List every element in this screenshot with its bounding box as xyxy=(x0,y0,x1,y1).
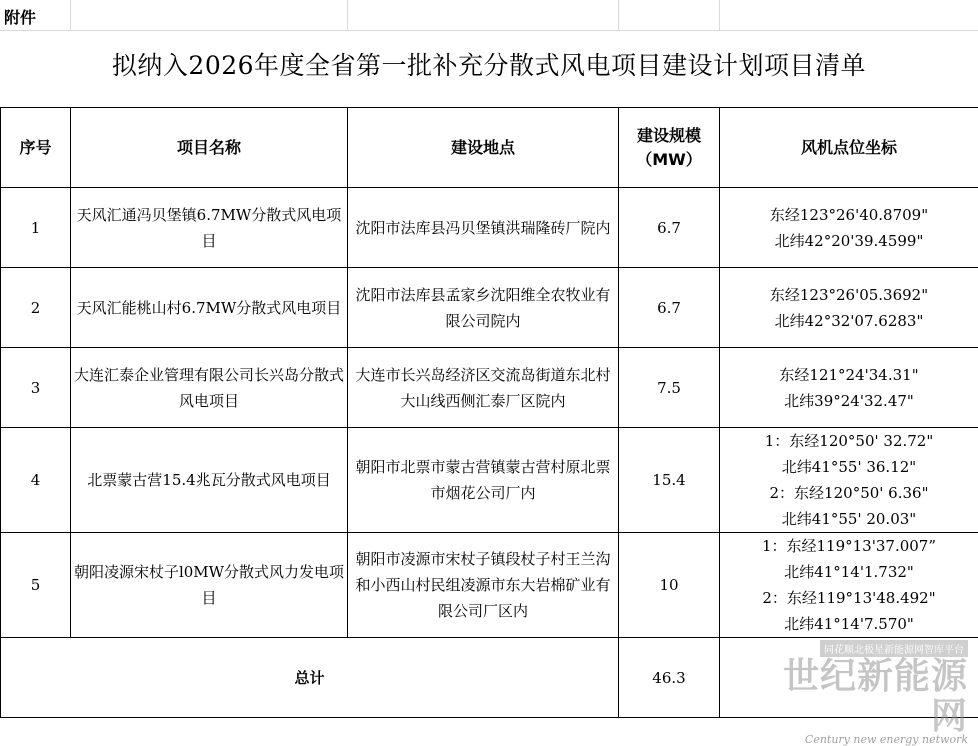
cell-capacity: 7.5 xyxy=(619,348,720,428)
gridline xyxy=(618,0,619,30)
cell-index: 5 xyxy=(1,533,71,638)
coord-line: 北纬41°14'7.570" xyxy=(722,611,976,637)
header-capacity xyxy=(619,108,720,188)
cell-index: 4 xyxy=(1,428,71,533)
gridline xyxy=(719,0,720,30)
cell-location: 朝阳市凌源市宋杖子镇段杖子村王兰沟和小西山村民组凌源市东大岩棉矿业有限公司厂区内 xyxy=(348,533,619,638)
cell-coordinates xyxy=(720,428,978,533)
coord-line: 2：东经119°13'48.492" xyxy=(722,585,976,611)
cell-capacity: 6.7 xyxy=(619,188,720,268)
cell-capacity: 10 xyxy=(619,533,720,638)
gridline xyxy=(347,0,348,30)
watermark-logo-text: 世纪新能源网 xyxy=(778,657,968,737)
coord-line: 东经123°26'05.3692" xyxy=(722,282,976,308)
cell-coordinates xyxy=(720,348,978,428)
cell-project-name: 北票蒙古营15.4兆瓦分散式风电项目 xyxy=(71,428,348,533)
coord-line: 东经123°26'40.8709" xyxy=(722,202,976,228)
cell-coordinates xyxy=(720,533,978,638)
coord-line: 北纬42°32'07.6283" xyxy=(722,308,976,334)
cell-project-name: 天风汇能桃山村6.7MW分散式风电项目 xyxy=(71,268,348,348)
gridline xyxy=(70,0,71,30)
cell-location: 朝阳市北票市蒙古营镇蒙古营村原北票市烟花公司厂内 xyxy=(348,428,619,533)
table-row xyxy=(1,533,978,638)
coord-line: 北纬39°24'32.47" xyxy=(722,388,976,414)
cell-capacity: 15.4 xyxy=(619,428,720,533)
header-capacity-line2: （MW） xyxy=(621,148,717,172)
watermark-tagline: 同花顺北极星新能源网智库平台 xyxy=(820,640,968,657)
cell-location: 沈阳市法库县孟家乡沈阳维全农牧业有限公司院内 xyxy=(348,268,619,348)
document-title: 拟纳入2026年度全省第一批补充分散式风电项目建设计划项目清单 xyxy=(0,46,978,82)
cell-project-name: 大连汇泰企业管理有限公司长兴岛分散式风电项目 xyxy=(71,348,348,428)
cell-location: 沈阳市法库县冯贝堡镇洪瑞隆砖厂院内 xyxy=(348,188,619,268)
coord-line: 北纬42°20'39.4599" xyxy=(722,228,976,254)
header-capacity-line1: 建设规模 xyxy=(621,124,717,148)
header-project-name: 项目名称 xyxy=(71,108,348,188)
coord-line: 1：东经120°50' 32.72" xyxy=(722,428,976,454)
cell-project-name: 朝阳凌源宋杖子l0MW分散式风力发电项目 xyxy=(71,533,348,638)
table-row xyxy=(1,428,978,533)
cell-index: 2 xyxy=(1,268,71,348)
table-header-row xyxy=(1,108,978,188)
total-value: 46.3 xyxy=(619,638,720,718)
coord-line: 2：东经120°50' 6.36" xyxy=(722,480,976,506)
gridline xyxy=(0,30,978,31)
attachment-label: 附件 xyxy=(4,5,36,28)
cell-coordinates xyxy=(720,188,978,268)
total-label: 总计 xyxy=(1,638,619,718)
cell-capacity: 6.7 xyxy=(619,268,720,348)
table-row xyxy=(1,348,978,428)
table-row xyxy=(1,188,978,268)
header-location: 建设地点 xyxy=(348,108,619,188)
cell-index: 1 xyxy=(1,188,71,268)
coord-line: 北纬41°55' 36.12" xyxy=(722,454,976,480)
watermark xyxy=(778,632,968,712)
table-row xyxy=(1,268,978,348)
coord-line: 北纬41°55' 20.03" xyxy=(722,506,976,532)
watermark-subtitle: Century new energy network xyxy=(778,733,968,746)
cell-index: 3 xyxy=(1,348,71,428)
cell-coordinates xyxy=(720,268,978,348)
header-coordinates: 风机点位坐标 xyxy=(720,108,978,188)
coord-line: 北纬41°14'1.732" xyxy=(722,559,976,585)
cell-project-name: 天风汇通冯贝堡镇6.7MW分散式风电项目 xyxy=(71,188,348,268)
project-list-table xyxy=(0,107,978,718)
header-index: 序号 xyxy=(1,108,71,188)
coord-line: 东经121°24'34.31" xyxy=(722,362,976,388)
coord-line: 1：东经119°13'37.007” xyxy=(722,533,976,559)
cell-location: 大连市长兴岛经济区交流岛街道东北村大山线西侧汇泰厂区院内 xyxy=(348,348,619,428)
